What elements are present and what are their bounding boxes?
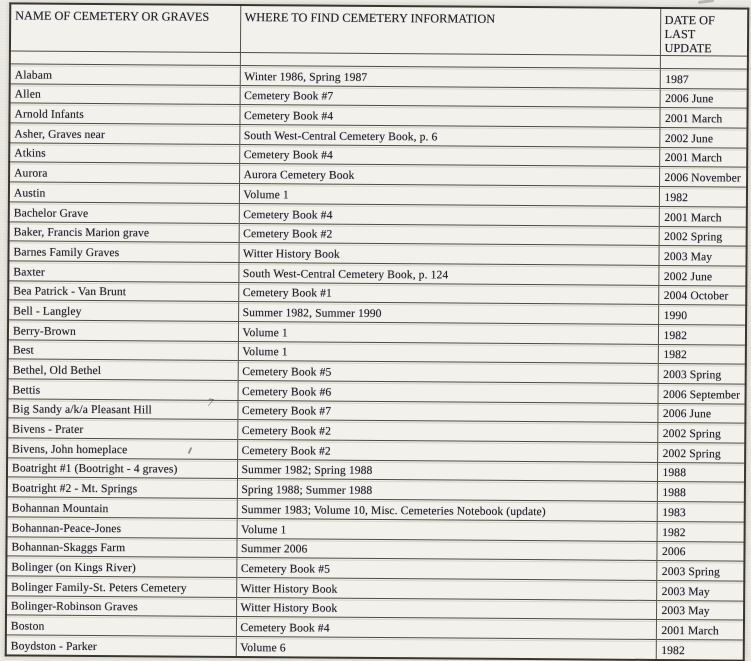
date-cell: 1982	[656, 639, 744, 660]
info-cell: Cemetery Book #4	[239, 144, 659, 167]
cemetery-name-cell: Bivens, John homeplace	[7, 438, 237, 459]
info-cell: South West-Central Cemetery Book, p. 124	[238, 262, 658, 285]
table-row	[6, 635, 744, 660]
column-header-where-to-find: WHERE TO FIND CEMETERY INFORMATION	[240, 5, 660, 55]
info-cell: Cemetery Book #2	[237, 420, 657, 443]
cemetery-name-cell: Bettis	[8, 379, 238, 400]
cemetery-name-cell: Baxter	[8, 261, 238, 282]
info-cell: Cemetery Book #2	[237, 440, 657, 463]
cemetery-name-cell: Boston	[6, 615, 236, 636]
cemetery-name-cell: Aurora	[9, 162, 239, 183]
info-cell: Cemetery Book #5	[236, 558, 656, 581]
info-cell: Cemetery Book #4	[239, 203, 659, 226]
cemetery-name-cell: Arnold Infants	[9, 103, 239, 124]
date-cell: 2004 October	[658, 285, 746, 305]
date-cell: 1982	[658, 344, 746, 364]
cemetery-name-cell: Bell - Langley	[8, 300, 238, 321]
info-cell: Witter History Book	[236, 577, 656, 600]
date-cell: 1988	[657, 462, 745, 482]
cemetery-name-cell: Baker, Francis Marion grave	[9, 221, 239, 242]
date-cell: 2003 May	[656, 580, 744, 600]
cemetery-name-cell: Bethel, Old Bethel	[8, 359, 238, 380]
cemetery-name-cell: Boydston - Parker	[6, 635, 236, 657]
date-cell: 2003 May	[658, 246, 746, 266]
info-cell: Cemetery Book #1	[238, 282, 658, 305]
date-cell: 2001 March	[659, 147, 747, 167]
cemetery-name-cell: Bivens - Prater	[7, 418, 237, 439]
info-cell: Cemetery Book #5	[238, 361, 658, 384]
date-cell: 2006	[656, 541, 744, 561]
info-cell: Aurora Cemetery Book	[239, 164, 659, 187]
info-cell: Volume 1	[238, 341, 658, 364]
date-cell: 2002 Spring	[657, 443, 745, 463]
info-cell: South West-Central Cemetery Book, p. 6	[239, 125, 659, 148]
date-cell: 2001 March	[656, 620, 744, 640]
info-cell: Spring 1988; Summer 1988	[237, 479, 657, 502]
info-cell: Cemetery Book #4	[239, 105, 659, 128]
info-cell: Volume 1	[238, 321, 658, 344]
date-cell: 2003 Spring	[656, 561, 744, 581]
table-header-row	[10, 3, 748, 56]
date-cell: 1982	[658, 324, 746, 344]
cemetery-name-cell: Bea Patrick - Van Brunt	[8, 280, 238, 301]
cemetery-name-cell: Bohannan Mountain	[7, 497, 237, 518]
cemetery-name-cell: Barnes Family Graves	[8, 241, 238, 262]
info-cell: Summer 1982; Spring 1988	[237, 459, 657, 482]
info-cell: Witter History Book	[236, 597, 656, 620]
date-cell: 1990	[658, 305, 746, 325]
info-cell: Winter 1986, Spring 1987	[240, 66, 660, 89]
cemetery-name-cell: Alabam	[10, 64, 240, 85]
info-cell: Volume 6	[236, 636, 656, 659]
cemetery-name-cell: Boatright #1 (Bootright - 4 graves)	[7, 458, 237, 479]
cemetery-index-table	[5, 2, 750, 661]
info-cell: Summer 2006	[236, 538, 656, 561]
info-cell: Witter History Book	[238, 243, 658, 266]
cemetery-name-cell: Bohannan-Peace-Jones	[7, 517, 237, 538]
date-cell: 1987	[660, 68, 748, 88]
spacer-cell	[660, 55, 748, 69]
date-cell: 2002 Spring	[659, 226, 747, 246]
info-cell: Cemetery Book #7	[240, 85, 660, 108]
cemetery-name-cell: Best	[8, 340, 238, 361]
date-cell: 2006 June	[660, 88, 748, 108]
date-cell: 2003 Spring	[658, 364, 746, 384]
date-cell: 1982	[657, 521, 745, 541]
date-cell: 2001 March	[659, 206, 747, 226]
cemetery-name-cell: Berry-Brown	[8, 320, 238, 341]
info-cell: Cemetery Book #6	[238, 381, 658, 404]
date-cell: 2006 September	[658, 383, 746, 403]
date-cell: 1982	[659, 187, 747, 207]
info-cell: Volume 1	[239, 184, 659, 207]
date-cell: 2002 June	[658, 265, 746, 285]
scan-smudge-artifact	[698, 0, 714, 4]
date-cell: 1983	[657, 502, 745, 522]
date-cell: 2002 Spring	[657, 423, 745, 443]
date-cell: 1988	[657, 482, 745, 502]
cemetery-name-cell: Boatright #2 - Mt. Springs	[7, 477, 237, 498]
column-header-date-of-last-update: DATE OF LAST UPDATE	[660, 8, 748, 56]
date-cell: 2003 May	[656, 600, 744, 620]
cemetery-name-cell: Austin	[9, 182, 239, 203]
info-cell: Summer 1982, Summer 1990	[238, 302, 658, 325]
info-cell: Cemetery Book #2	[239, 223, 659, 246]
pen-mark-artifact: 7	[206, 397, 215, 410]
date-cell: 2006 November	[659, 167, 747, 187]
info-cell: Cemetery Book #4	[236, 617, 656, 640]
date-cell: 2001 March	[659, 108, 747, 128]
date-cell: 2006 June	[657, 403, 745, 423]
info-cell: Summer 1983; Volume 10, Misc. Cemeteries Notebook (update)	[237, 499, 657, 522]
info-cell: Volume 1	[237, 518, 657, 541]
table-body	[6, 64, 748, 660]
cemetery-name-cell: Bolinger-Robinson Graves	[6, 595, 236, 616]
column-header-cemetery-name: NAME OF CEMETERY OR GRAVES	[10, 3, 240, 52]
cemetery-name-cell: Bachelor Grave	[9, 202, 239, 223]
cemetery-name-cell: Asher, Graves near	[9, 123, 239, 144]
cemetery-name-cell: Allen	[10, 84, 240, 105]
info-cell: Cemetery Book #7	[237, 400, 657, 423]
cemetery-name-cell: Bolinger (on Kings River)	[6, 556, 236, 577]
cemetery-name-cell: Bolinger Family-St. Peters Cemetery	[6, 576, 236, 597]
date-cell: 2002 June	[659, 128, 747, 148]
cemetery-name-cell: Big Sandy a/k/a Pleasant Hill	[7, 399, 237, 420]
cemetery-name-cell: Atkins	[9, 143, 239, 164]
cemetery-name-cell: Bohannan-Skaggs Farm	[6, 536, 236, 557]
